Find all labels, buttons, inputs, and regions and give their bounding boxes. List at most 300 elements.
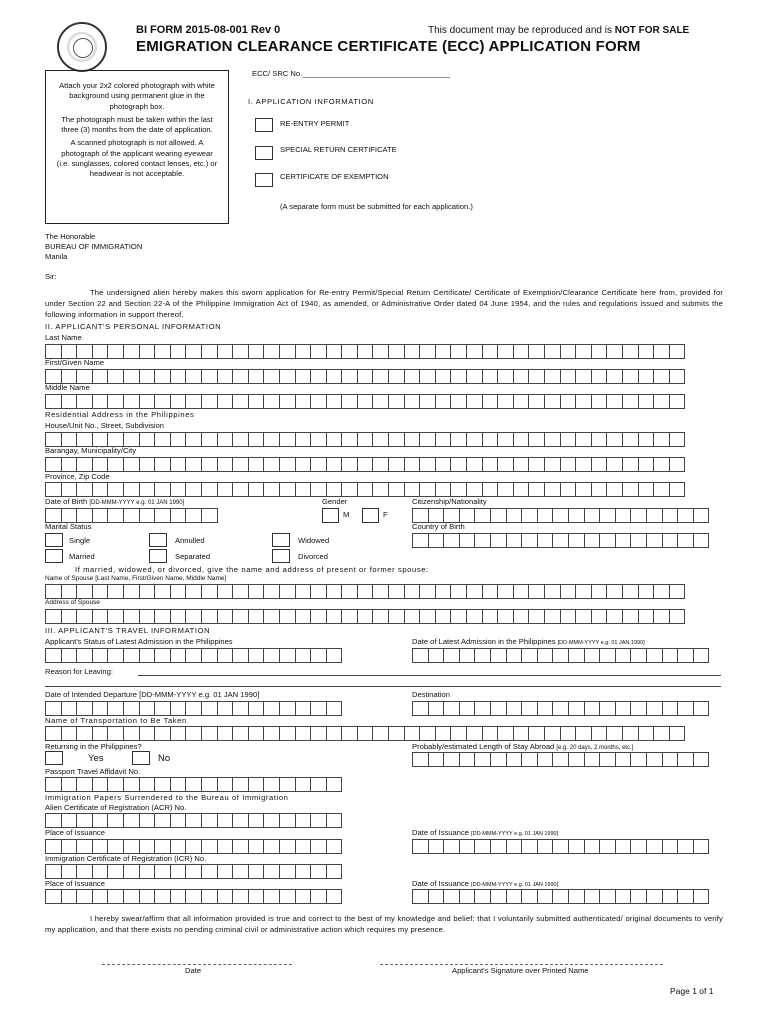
char-box[interactable] bbox=[599, 508, 616, 523]
char-box[interactable] bbox=[201, 457, 218, 472]
char-box[interactable] bbox=[466, 457, 483, 472]
char-box[interactable] bbox=[482, 432, 499, 447]
char-box[interactable] bbox=[61, 369, 78, 384]
char-box[interactable] bbox=[466, 609, 483, 624]
char-box[interactable] bbox=[123, 648, 140, 663]
char-box[interactable] bbox=[139, 777, 156, 792]
char-box[interactable] bbox=[185, 726, 202, 741]
char-box[interactable] bbox=[638, 584, 655, 599]
char-box[interactable] bbox=[357, 369, 374, 384]
char-box[interactable] bbox=[263, 648, 280, 663]
char-box[interactable] bbox=[466, 584, 483, 599]
char-box[interactable] bbox=[123, 344, 140, 359]
char-box[interactable] bbox=[139, 457, 156, 472]
char-box[interactable] bbox=[170, 889, 187, 904]
char-box[interactable] bbox=[295, 482, 312, 497]
char-box[interactable] bbox=[45, 701, 62, 716]
char-box[interactable] bbox=[552, 752, 569, 767]
char-box[interactable] bbox=[92, 344, 109, 359]
char-box[interactable] bbox=[185, 864, 202, 879]
char-box[interactable] bbox=[185, 432, 202, 447]
char-box[interactable] bbox=[560, 584, 577, 599]
char-box[interactable] bbox=[459, 533, 476, 548]
char-box[interactable] bbox=[466, 726, 483, 741]
char-box[interactable] bbox=[575, 432, 592, 447]
char-box[interactable] bbox=[295, 726, 312, 741]
char-box[interactable] bbox=[630, 648, 647, 663]
char-box[interactable] bbox=[295, 648, 312, 663]
char-box[interactable] bbox=[506, 889, 523, 904]
returning-no-checkbox[interactable] bbox=[132, 751, 150, 765]
char-box[interactable] bbox=[201, 889, 218, 904]
char-box[interactable] bbox=[575, 369, 592, 384]
char-box[interactable] bbox=[170, 584, 187, 599]
char-box[interactable] bbox=[107, 864, 124, 879]
char-box[interactable] bbox=[185, 482, 202, 497]
char-box[interactable] bbox=[662, 648, 679, 663]
status-divorced-checkbox[interactable] bbox=[272, 549, 290, 563]
char-box[interactable] bbox=[92, 701, 109, 716]
char-box[interactable] bbox=[622, 344, 639, 359]
char-box[interactable] bbox=[552, 508, 569, 523]
char-box[interactable] bbox=[669, 432, 686, 447]
applicant-signature-line[interactable] bbox=[380, 964, 663, 965]
char-box[interactable] bbox=[443, 839, 460, 854]
char-box[interactable] bbox=[61, 701, 78, 716]
char-box[interactable] bbox=[490, 889, 507, 904]
char-box[interactable] bbox=[154, 432, 171, 447]
char-box[interactable] bbox=[107, 344, 124, 359]
char-box[interactable] bbox=[372, 482, 389, 497]
char-box[interactable] bbox=[412, 533, 429, 548]
char-box[interactable] bbox=[513, 344, 530, 359]
char-box[interactable] bbox=[630, 889, 647, 904]
char-box[interactable] bbox=[139, 701, 156, 716]
special-return-checkbox[interactable] bbox=[255, 146, 273, 160]
char-box[interactable] bbox=[435, 344, 452, 359]
char-box[interactable] bbox=[217, 369, 234, 384]
char-box[interactable] bbox=[107, 839, 124, 854]
char-box[interactable] bbox=[669, 457, 686, 472]
char-box[interactable] bbox=[248, 394, 265, 409]
char-box[interactable] bbox=[61, 839, 78, 854]
char-box[interactable] bbox=[482, 369, 499, 384]
char-box[interactable] bbox=[123, 482, 140, 497]
gender-female-checkbox[interactable] bbox=[362, 508, 379, 523]
char-box[interactable] bbox=[232, 889, 249, 904]
char-box[interactable] bbox=[450, 344, 467, 359]
char-box[interactable] bbox=[107, 609, 124, 624]
char-box[interactable] bbox=[537, 533, 554, 548]
char-box[interactable] bbox=[606, 584, 623, 599]
char-box[interactable] bbox=[201, 726, 218, 741]
char-box[interactable] bbox=[622, 457, 639, 472]
char-box[interactable] bbox=[76, 457, 93, 472]
char-box[interactable] bbox=[584, 752, 601, 767]
char-box[interactable] bbox=[622, 726, 639, 741]
char-box[interactable] bbox=[646, 839, 663, 854]
char-box[interactable] bbox=[513, 432, 530, 447]
char-box[interactable] bbox=[497, 344, 514, 359]
char-box[interactable] bbox=[201, 609, 218, 624]
char-box[interactable] bbox=[139, 369, 156, 384]
char-box[interactable] bbox=[45, 648, 62, 663]
char-box[interactable] bbox=[490, 752, 507, 767]
char-box[interactable] bbox=[107, 584, 124, 599]
char-box[interactable] bbox=[466, 482, 483, 497]
char-box[interactable] bbox=[326, 609, 343, 624]
char-box[interactable] bbox=[326, 344, 343, 359]
char-box[interactable] bbox=[404, 344, 421, 359]
char-box[interactable] bbox=[185, 648, 202, 663]
char-box[interactable] bbox=[482, 457, 499, 472]
char-box[interactable] bbox=[92, 457, 109, 472]
char-box[interactable] bbox=[326, 369, 343, 384]
char-box[interactable] bbox=[154, 394, 171, 409]
char-box[interactable] bbox=[123, 839, 140, 854]
char-box[interactable] bbox=[646, 533, 663, 548]
char-box[interactable] bbox=[662, 839, 679, 854]
char-box[interactable] bbox=[341, 457, 358, 472]
char-box[interactable] bbox=[669, 482, 686, 497]
char-box[interactable] bbox=[497, 432, 514, 447]
char-box[interactable] bbox=[497, 457, 514, 472]
char-box[interactable] bbox=[528, 369, 545, 384]
char-box[interactable] bbox=[544, 369, 561, 384]
char-box[interactable] bbox=[170, 609, 187, 624]
char-box[interactable] bbox=[92, 508, 109, 523]
ecc-src-number-field[interactable]: ECC/ SRC No.___________________________________ bbox=[252, 69, 451, 78]
date-signature-line[interactable] bbox=[102, 964, 292, 965]
char-box[interactable] bbox=[217, 609, 234, 624]
char-box[interactable] bbox=[263, 584, 280, 599]
char-box[interactable] bbox=[357, 726, 374, 741]
char-box[interactable] bbox=[61, 813, 78, 828]
char-box[interactable] bbox=[575, 344, 592, 359]
char-box[interactable] bbox=[263, 839, 280, 854]
char-box[interactable] bbox=[638, 344, 655, 359]
char-box[interactable] bbox=[123, 369, 140, 384]
char-box[interactable] bbox=[154, 701, 171, 716]
char-box[interactable] bbox=[217, 889, 234, 904]
char-box[interactable] bbox=[606, 369, 623, 384]
char-box[interactable] bbox=[544, 457, 561, 472]
char-box[interactable] bbox=[537, 889, 554, 904]
char-box[interactable] bbox=[466, 369, 483, 384]
char-box[interactable] bbox=[139, 839, 156, 854]
char-box[interactable] bbox=[310, 609, 327, 624]
char-box[interactable] bbox=[599, 533, 616, 548]
char-box[interactable] bbox=[443, 508, 460, 523]
char-box[interactable] bbox=[248, 839, 265, 854]
char-box[interactable] bbox=[662, 752, 679, 767]
char-box[interactable] bbox=[76, 482, 93, 497]
char-box[interactable] bbox=[404, 609, 421, 624]
char-box[interactable] bbox=[263, 609, 280, 624]
char-box[interactable] bbox=[92, 394, 109, 409]
char-box[interactable] bbox=[638, 726, 655, 741]
char-box[interactable] bbox=[575, 609, 592, 624]
char-box[interactable] bbox=[92, 482, 109, 497]
char-box[interactable] bbox=[419, 344, 436, 359]
char-box[interactable] bbox=[123, 432, 140, 447]
char-box[interactable] bbox=[653, 432, 670, 447]
char-box[interactable] bbox=[279, 648, 296, 663]
spouse-address-boxes[interactable] bbox=[45, 609, 684, 624]
char-box[interactable] bbox=[372, 726, 389, 741]
char-box[interactable] bbox=[435, 726, 452, 741]
char-box[interactable] bbox=[443, 701, 460, 716]
char-box[interactable] bbox=[232, 432, 249, 447]
char-box[interactable] bbox=[279, 864, 296, 879]
photo-box[interactable] bbox=[45, 70, 229, 224]
char-box[interactable] bbox=[584, 648, 601, 663]
char-box[interactable] bbox=[591, 609, 608, 624]
char-box[interactable] bbox=[201, 648, 218, 663]
char-box[interactable] bbox=[217, 457, 234, 472]
char-box[interactable] bbox=[450, 457, 467, 472]
char-box[interactable] bbox=[201, 701, 218, 716]
status-separated-checkbox[interactable] bbox=[149, 549, 167, 563]
returning-yes-checkbox[interactable] bbox=[45, 751, 63, 765]
char-box[interactable] bbox=[123, 777, 140, 792]
char-box[interactable] bbox=[521, 701, 538, 716]
char-box[interactable] bbox=[310, 482, 327, 497]
char-box[interactable] bbox=[326, 701, 343, 716]
char-box[interactable] bbox=[459, 648, 476, 663]
char-box[interactable] bbox=[139, 508, 156, 523]
char-box[interactable] bbox=[310, 457, 327, 472]
char-box[interactable] bbox=[591, 584, 608, 599]
char-box[interactable] bbox=[92, 864, 109, 879]
char-box[interactable] bbox=[76, 584, 93, 599]
char-box[interactable] bbox=[482, 609, 499, 624]
char-box[interactable] bbox=[544, 609, 561, 624]
char-box[interactable] bbox=[357, 609, 374, 624]
char-box[interactable] bbox=[139, 648, 156, 663]
char-box[interactable] bbox=[506, 508, 523, 523]
char-box[interactable] bbox=[419, 394, 436, 409]
char-box[interactable] bbox=[568, 648, 585, 663]
char-box[interactable] bbox=[45, 609, 62, 624]
char-box[interactable] bbox=[677, 701, 694, 716]
char-box[interactable] bbox=[615, 508, 632, 523]
char-box[interactable] bbox=[459, 508, 476, 523]
char-box[interactable] bbox=[521, 889, 538, 904]
char-box[interactable] bbox=[419, 457, 436, 472]
char-box[interactable] bbox=[232, 701, 249, 716]
char-box[interactable] bbox=[591, 482, 608, 497]
char-box[interactable] bbox=[170, 777, 187, 792]
char-box[interactable] bbox=[201, 482, 218, 497]
char-box[interactable] bbox=[326, 394, 343, 409]
char-box[interactable] bbox=[326, 864, 343, 879]
char-box[interactable] bbox=[638, 369, 655, 384]
char-box[interactable] bbox=[653, 394, 670, 409]
acr-place-boxes[interactable] bbox=[45, 839, 341, 854]
char-box[interactable] bbox=[443, 889, 460, 904]
char-box[interactable] bbox=[217, 701, 234, 716]
char-box[interactable] bbox=[61, 457, 78, 472]
char-box[interactable] bbox=[45, 482, 62, 497]
char-box[interactable] bbox=[139, 726, 156, 741]
char-box[interactable] bbox=[606, 457, 623, 472]
middle-name-boxes[interactable] bbox=[45, 394, 684, 409]
char-box[interactable] bbox=[263, 864, 280, 879]
char-box[interactable] bbox=[435, 482, 452, 497]
status-married-checkbox[interactable] bbox=[45, 549, 63, 563]
char-box[interactable] bbox=[201, 369, 218, 384]
char-box[interactable] bbox=[341, 482, 358, 497]
char-box[interactable] bbox=[61, 609, 78, 624]
char-box[interactable] bbox=[107, 508, 124, 523]
char-box[interactable] bbox=[638, 432, 655, 447]
char-box[interactable] bbox=[170, 394, 187, 409]
char-box[interactable] bbox=[497, 482, 514, 497]
char-box[interactable] bbox=[584, 508, 601, 523]
char-box[interactable] bbox=[575, 726, 592, 741]
char-box[interactable] bbox=[295, 839, 312, 854]
char-box[interactable] bbox=[341, 432, 358, 447]
char-box[interactable] bbox=[279, 839, 296, 854]
gender-male-checkbox[interactable] bbox=[322, 508, 339, 523]
dob-boxes[interactable] bbox=[45, 508, 217, 523]
char-box[interactable] bbox=[428, 889, 445, 904]
char-box[interactable] bbox=[217, 839, 234, 854]
char-box[interactable] bbox=[662, 701, 679, 716]
char-box[interactable] bbox=[310, 369, 327, 384]
status-admission-boxes[interactable] bbox=[45, 648, 341, 663]
char-box[interactable] bbox=[357, 457, 374, 472]
char-box[interactable] bbox=[341, 726, 358, 741]
char-box[interactable] bbox=[139, 394, 156, 409]
char-box[interactable] bbox=[622, 482, 639, 497]
char-box[interactable] bbox=[482, 344, 499, 359]
char-box[interactable] bbox=[646, 889, 663, 904]
char-box[interactable] bbox=[123, 813, 140, 828]
char-box[interactable] bbox=[139, 813, 156, 828]
char-box[interactable] bbox=[443, 648, 460, 663]
char-box[interactable] bbox=[506, 533, 523, 548]
char-box[interactable] bbox=[279, 482, 296, 497]
char-box[interactable] bbox=[310, 432, 327, 447]
char-box[interactable] bbox=[568, 752, 585, 767]
char-box[interactable] bbox=[170, 432, 187, 447]
char-box[interactable] bbox=[568, 839, 585, 854]
char-box[interactable] bbox=[154, 457, 171, 472]
barangay-boxes[interactable] bbox=[45, 457, 684, 472]
char-box[interactable] bbox=[61, 726, 78, 741]
char-box[interactable] bbox=[263, 344, 280, 359]
char-box[interactable] bbox=[528, 584, 545, 599]
char-box[interactable] bbox=[217, 777, 234, 792]
char-box[interactable] bbox=[310, 889, 327, 904]
char-box[interactable] bbox=[615, 839, 632, 854]
char-box[interactable] bbox=[154, 777, 171, 792]
char-box[interactable] bbox=[217, 482, 234, 497]
char-box[interactable] bbox=[217, 726, 234, 741]
acr-date-boxes[interactable] bbox=[412, 839, 708, 854]
char-box[interactable] bbox=[506, 701, 523, 716]
char-box[interactable] bbox=[669, 609, 686, 624]
char-box[interactable] bbox=[615, 648, 632, 663]
char-box[interactable] bbox=[653, 344, 670, 359]
char-box[interactable] bbox=[185, 701, 202, 716]
char-box[interactable] bbox=[544, 482, 561, 497]
char-box[interactable] bbox=[474, 648, 491, 663]
char-box[interactable] bbox=[185, 777, 202, 792]
char-box[interactable] bbox=[357, 482, 374, 497]
char-box[interactable] bbox=[466, 432, 483, 447]
char-box[interactable] bbox=[693, 889, 710, 904]
char-box[interactable] bbox=[107, 648, 124, 663]
char-box[interactable] bbox=[419, 726, 436, 741]
char-box[interactable] bbox=[263, 726, 280, 741]
char-box[interactable] bbox=[107, 813, 124, 828]
char-box[interactable] bbox=[295, 813, 312, 828]
char-box[interactable] bbox=[217, 584, 234, 599]
char-box[interactable] bbox=[76, 839, 93, 854]
char-box[interactable] bbox=[232, 394, 249, 409]
char-box[interactable] bbox=[560, 726, 577, 741]
char-box[interactable] bbox=[248, 432, 265, 447]
char-box[interactable] bbox=[482, 726, 499, 741]
char-box[interactable] bbox=[279, 726, 296, 741]
char-box[interactable] bbox=[474, 752, 491, 767]
char-box[interactable] bbox=[662, 533, 679, 548]
char-box[interactable] bbox=[412, 889, 429, 904]
char-box[interactable] bbox=[232, 344, 249, 359]
char-box[interactable] bbox=[630, 508, 647, 523]
char-box[interactable] bbox=[310, 344, 327, 359]
char-box[interactable] bbox=[170, 864, 187, 879]
char-box[interactable] bbox=[357, 432, 374, 447]
char-box[interactable] bbox=[372, 394, 389, 409]
char-box[interactable] bbox=[646, 648, 663, 663]
char-box[interactable] bbox=[61, 777, 78, 792]
char-box[interactable] bbox=[450, 609, 467, 624]
char-box[interactable] bbox=[560, 394, 577, 409]
char-box[interactable] bbox=[76, 432, 93, 447]
char-box[interactable] bbox=[591, 344, 608, 359]
char-box[interactable] bbox=[653, 584, 670, 599]
char-box[interactable] bbox=[372, 369, 389, 384]
char-box[interactable] bbox=[217, 813, 234, 828]
char-box[interactable] bbox=[248, 889, 265, 904]
char-box[interactable] bbox=[107, 482, 124, 497]
char-box[interactable] bbox=[521, 533, 538, 548]
char-box[interactable] bbox=[575, 457, 592, 472]
char-box[interactable] bbox=[295, 394, 312, 409]
char-box[interactable] bbox=[474, 508, 491, 523]
char-box[interactable] bbox=[201, 432, 218, 447]
char-box[interactable] bbox=[693, 648, 710, 663]
char-box[interactable] bbox=[310, 839, 327, 854]
char-box[interactable] bbox=[412, 701, 429, 716]
char-box[interactable] bbox=[646, 752, 663, 767]
char-box[interactable] bbox=[544, 726, 561, 741]
char-box[interactable] bbox=[61, 864, 78, 879]
char-box[interactable] bbox=[76, 394, 93, 409]
char-box[interactable] bbox=[248, 813, 265, 828]
char-box[interactable] bbox=[521, 648, 538, 663]
char-box[interactable] bbox=[248, 344, 265, 359]
departure-boxes[interactable] bbox=[45, 701, 341, 716]
char-box[interactable] bbox=[638, 482, 655, 497]
char-box[interactable] bbox=[341, 369, 358, 384]
char-box[interactable] bbox=[630, 701, 647, 716]
char-box[interactable] bbox=[372, 344, 389, 359]
